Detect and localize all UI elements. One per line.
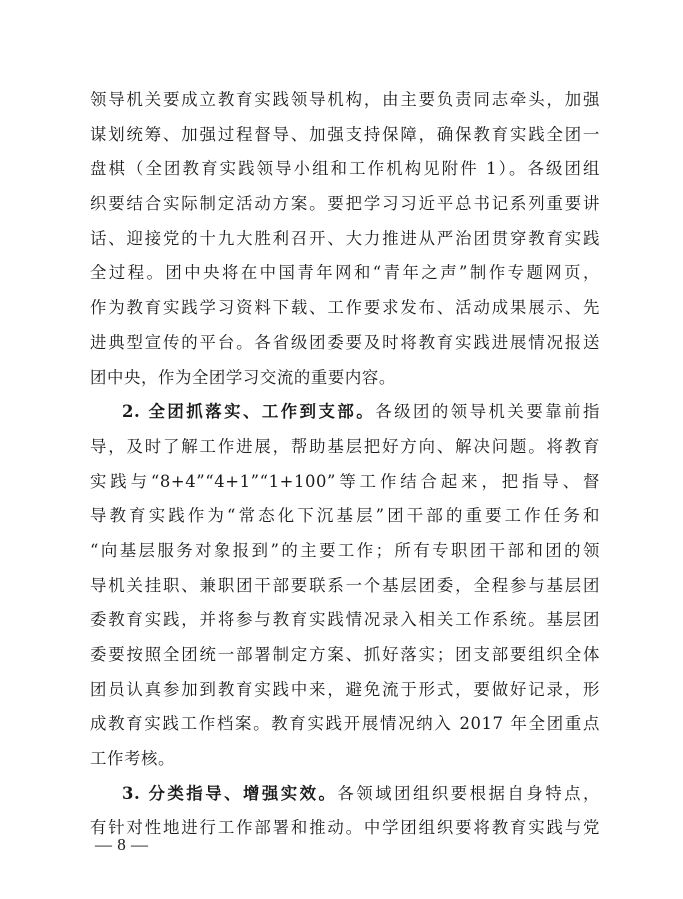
paragraph-start-line xyxy=(90,395,600,430)
page-number: — 8 — xyxy=(95,835,149,854)
text-line: 成教育实践工作档案。教育实践开展情况纳入 2017 年全团重点 xyxy=(90,714,600,734)
section-heading: 3. 分类指导、增强实效。 xyxy=(122,783,338,803)
text-line: 导，及时了解工作进展，帮助基层把好方向、解决问题。将教育 xyxy=(90,436,600,456)
text-line: 导教育实践作为“常态化下沉基层”团干部的重要工作任务和 xyxy=(90,506,600,526)
text-line: 盘棋（全团教育实践领导小组和工作机构见附件 1）。各级团组 xyxy=(90,159,600,179)
text-line: 作为教育实践学习资料下载、工作要求发布、活动成果展示、先 xyxy=(90,298,600,318)
text-line: 导机关挂职、兼职团干部要联系一个基层团委，全程参与基层团 xyxy=(90,575,600,595)
text-line: 织要结合实际制定活动方案。要把学习习近平总书记系列重要讲 xyxy=(90,194,600,214)
text-line: 实践与“8+4”“4+1”“1+100”等工作结合起来，把指导、督 xyxy=(90,471,600,491)
section-heading: 2. 全团抓落实、工作到支部。 xyxy=(122,402,376,422)
paragraph-start-line xyxy=(90,777,600,812)
text-line: 团中央，作为全团学习交流的重要内容。 xyxy=(90,367,396,387)
text-line: 委教育实践，并将参与教育实践情况录入相关工作系统。基层团 xyxy=(90,610,600,630)
text-line: 话、迎接党的十九大胜利召开、大力推进从严治团贯穿教育实践 xyxy=(90,228,600,248)
text-fragment: 各领域团组织要根据自身特点， xyxy=(337,783,600,803)
text-line: 进典型宣传的平台。各省级团委要及时将教育实践进展情况报送 xyxy=(90,332,600,352)
text-line: 团员认真参加到教育实践中来，避免流于形式，要做好记录，形 xyxy=(90,679,600,699)
text-fragment: 各级团的领导机关要靠前指 xyxy=(375,402,600,422)
text-line: 委要按照全团统一部署制定方案、抓好落实；团支部要组织全体 xyxy=(90,645,600,664)
body-text xyxy=(90,83,600,846)
text-line: “向基层服务对象报到”的主要工作；所有专职团干部和团的领 xyxy=(90,540,600,560)
text-line: 全过程。团中央将在中国青年网和“青年之声”制作专题网页， xyxy=(90,263,600,283)
text-line: 谋划统筹、加强过程督导、加强支持保障，确保教育实践全团一 xyxy=(90,124,600,144)
text-line: 工作考核。 xyxy=(90,749,175,769)
text-line: 领导机关要成立教育实践领导机构，由主要负责同志牵头，加强 xyxy=(90,90,600,109)
text-line: 有针对性地进行工作部署和推动。中学团组织要将教育实践与党 xyxy=(90,818,600,838)
